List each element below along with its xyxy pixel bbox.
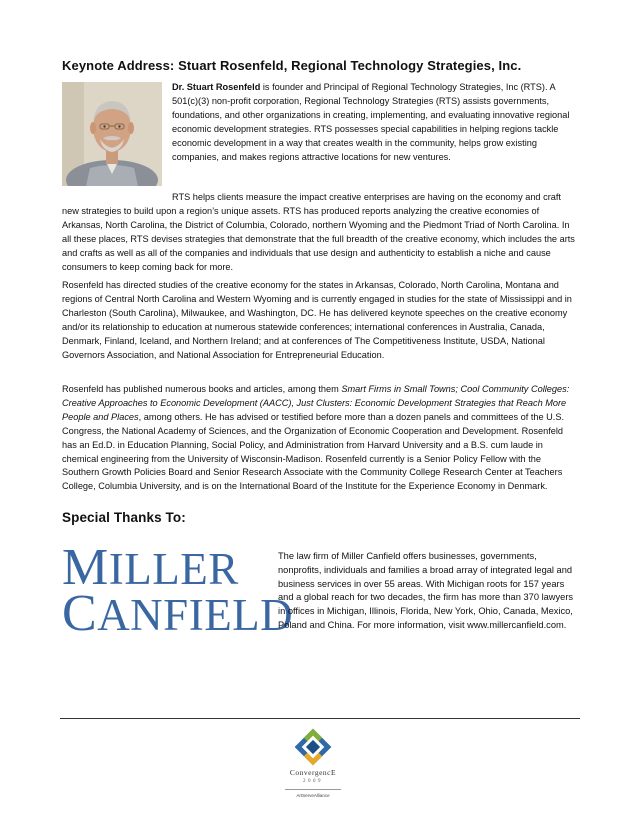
bio-paragraph-4-intro: Rosenfeld has published numerous books and articles, among them [62, 384, 342, 394]
footer-divider [60, 718, 580, 719]
convergence-logo-name: ConvergencE [289, 768, 337, 777]
bio-paragraph-4 [62, 383, 577, 494]
speaker-name: Dr. Stuart Rosenfeld [172, 82, 261, 92]
bio-paragraph-2: RTS helps clients measure the impact creative enterprises are having on the economy and craft new strategies to build upon a region’s unique assets. RTS has produced reports analyzing the creative economies of Arkansas, North Carolina, the District of Columbia, Colorado, northern Wyoming and the Piedmont Triad of North Carolina. In all these places, RTS devises strategies that demonstrate that the full breadth of the creative economy, which includes the arts and crafts as well as all of the companies and individuals that use design and authenticity to establish a niche and cause consumers to keep coming back for more. [62, 192, 575, 272]
sponsor-description: The law firm of Miller Canfield offers businesses, governments, nonprofits, individuals and families a broad array of integrated legal and business services in over 55 areas. With Michigan roots for 157 years and a global reach for two decades, the firm has more than 370 lawyers in offices in Michigan, Illinois, Florida, New York, Ohio, Canada, Mexico, Poland and China. For more information, visit www.millercanfield.com. [278, 551, 574, 630]
convergence-logo-year: 2009 [303, 779, 323, 784]
convergence-logo-tagline: ArtServeAlliance [296, 793, 330, 798]
bio-paragraph-2-wrap [62, 191, 577, 274]
special-thanks-heading: Special Thanks To: [62, 510, 186, 525]
bio-paragraph-1 [172, 81, 577, 164]
logo-line-canfield: CANFIELD [62, 585, 294, 642]
miller-canfield-logo [60, 539, 294, 642]
bio-paragraph-3: Rosenfeld has directed studies of the creative economy for the states in Arkansas, Colorado, North Carolina, Montana and regions of Central North Carolina and Western Wyoming and is currently engaged in studies for the state of Mississippi and in Charleston (South Carolina), Milwaukee, and Washington, DC. He has delivered keynote speeches on the creative economy and/or its relationship to education at numerous statewide conferences; international conferences in Australia, Canada, Denmark, Finland, Iceland, and Northern Ireland; and at conferences of The Competitiveness Institute, USDA, National Governors Association, and National Association for Entrepreneurial Education. [62, 280, 572, 360]
publication-titles: Smart Firms in Small Towns; Cool Community Colleges: Creative Approaches to Economic Development (AACC), Just Clusters: Economic Development Strategies that Reach More People and Places [62, 384, 570, 422]
speaker-portrait-image [62, 82, 162, 186]
convergence-logo-divider [285, 789, 341, 790]
bio-paragraph-1-text: is founder and Principal of Regional Technology Strategies, Inc (RTS). A 501(c)(3) non-profit corporation, Regional Technology Strategies (RTS) assists governments, foundations, and other organizations in creating, implementing, and evaluating innovative regional economic development strategies. RTS possesses special capabilities in helping regions tackle economic development in a way that creates wealth in the community, helps grow existing companies, and makes regions attractive locations for new ventures. [172, 82, 570, 162]
logo-line-miller: MILLER [62, 539, 239, 596]
convergence-emblem-icon [273, 726, 353, 768]
speaker-portrait [62, 82, 162, 186]
convergence-logo [273, 726, 353, 806]
bio-paragraph-4-text: , among others. He has advised or testified before more than a dozen panels and committees of the U.S. Congress, the National Academy of Sciences, and the Organization of Economic Cooperation and Development. Rosenfeld has an Ed.D. in Education Planning, Social Policy, and Administration from Harvard University and a B.S. cum laude in chemical engineering from the University of Wisconsin-Madison. Rosenfeld currently is a Senior Policy Fellow with the Southern Growth Policies Board and Senior Research Associate with the Community College Research Center at Teachers College, Columbia University, and is on the International Board of the Institute for the Experience Economy in Denmark. [62, 411, 565, 492]
keynote-heading: Keynote Address: Stuart Rosenfeld, Regional Technology Strategies, Inc. [62, 58, 522, 73]
